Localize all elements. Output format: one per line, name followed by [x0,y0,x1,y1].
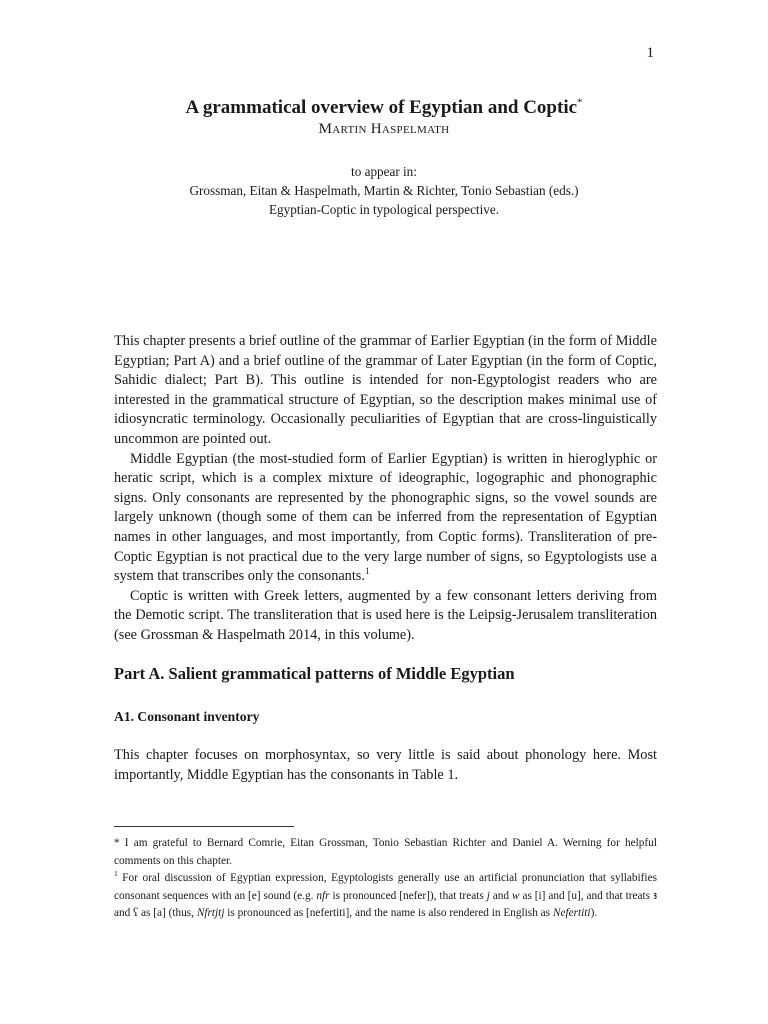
footnote-1-term-nfr: nfr [316,889,330,902]
footnote-1-text-f: ). [590,907,598,919]
footnote-1-term-j: j [486,889,490,902]
section-heading: Part A. Salient grammatical patterns of Middle Egyptian [114,664,515,683]
paragraph-2 [114,450,657,587]
footnote-1-text-b: is pronounced [nefer]), that treats [329,889,487,902]
footnote-1-text-d: as [i] and [u], and that treats ꜣ and ʕ as [a] (thus, [114,889,658,919]
page-number: 1 [646,45,654,61]
book-title: Egyptian-Coptic in typological perspective. [269,202,499,217]
section-paragraph: This chapter focuses on morphosyntax, so very little is said about phonology here. Most importantly, Middle Egyptian has the consonants in Table 1. [114,747,657,783]
footnote-1-term-w: w [511,889,520,902]
footnote-1 [114,870,657,923]
paragraph-3: Coptic is written with Greek letters, augmented by a few consonant letters deriving from the Demotic script. The transliteration that is used here is the Leipsig-Jerusalem transliteration (see Grossman & Haspelmath 2014, in this volume). [114,587,657,643]
editors-line: Grossman, Eitan & Haspelmath, Martin & Richter, Tonio Sebastian (eds.) [189,183,579,198]
intro-text [114,332,657,646]
footnote-ref-1: 1 [364,566,370,577]
paragraph-1: This chapter presents a brief outline of the grammar of Earlier Egyptian (in the form of Middle Egyptian; Part A) and a brief outline of the grammar of Later Egyptian (in the form of Coptic, Sahidic dialect; Part B). This outline is intended for non-Egyptologist readers who are interested in the grammatical structure of Egyptian, so the description makes minimal use of idiosyncratic terminology. Occasionally peculiarities of Egyptian that are cross-linguistically uncommon are pointed out. [114,333,657,447]
footnote-1-term-english: Nefertiti [552,907,591,919]
author-name: Martin Haspelmath [318,121,450,137]
to-appear-label: to appear in: [351,164,417,179]
footnote-star: * I am grateful to Bernard Comrie, Eitan Grossman, Tonio Sebastian Richter and Daniel A. Werning for helpful comments on this chapter. [114,837,657,867]
footnote-1-marker: 1 [114,869,118,879]
footnote-1-text-e: is pronounced as [nefertiti], and the name is also rendered in English as [224,907,553,919]
title-text: A grammatical overview of Egyptian and Coptic [185,97,578,118]
footnote-1-term-name: Nfrtjtj [196,907,225,919]
footnote-1-text-c: and [489,889,512,902]
footnote-1-text-a: For oral discussion of Egyptian expression, Egyptologists generally use an artificial pronunciation that syllabifies consonant sequences with an [e] sound (e.g. [114,872,657,902]
footnote-divider [114,826,294,827]
title-footnote-marker: * [577,96,583,109]
paragraph-2-text: Middle Egyptian (the most-studied form of Earlier Egyptian) is written in hieroglyphic or heratic script, which is a complex mixture of ideographic, logographic and phonographic signs. Only consonants are represented by the phonographic signs, so the vowel sounds are largely unknown (though some of them can be inferred from the representation of Egyptian names in other languages, and most importantly, from Coptic forms). Transliteration of pre-Coptic Egyptian is not practical due to the very large number of signs, so Egyptologists use a system that transcribes only the consonants. [114,450,657,585]
subsection-heading: A1. Consonant inventory [114,709,260,724]
title-block [0,96,768,219]
document-title [0,96,768,120]
footnotes [114,835,657,923]
publication-info [0,162,768,219]
